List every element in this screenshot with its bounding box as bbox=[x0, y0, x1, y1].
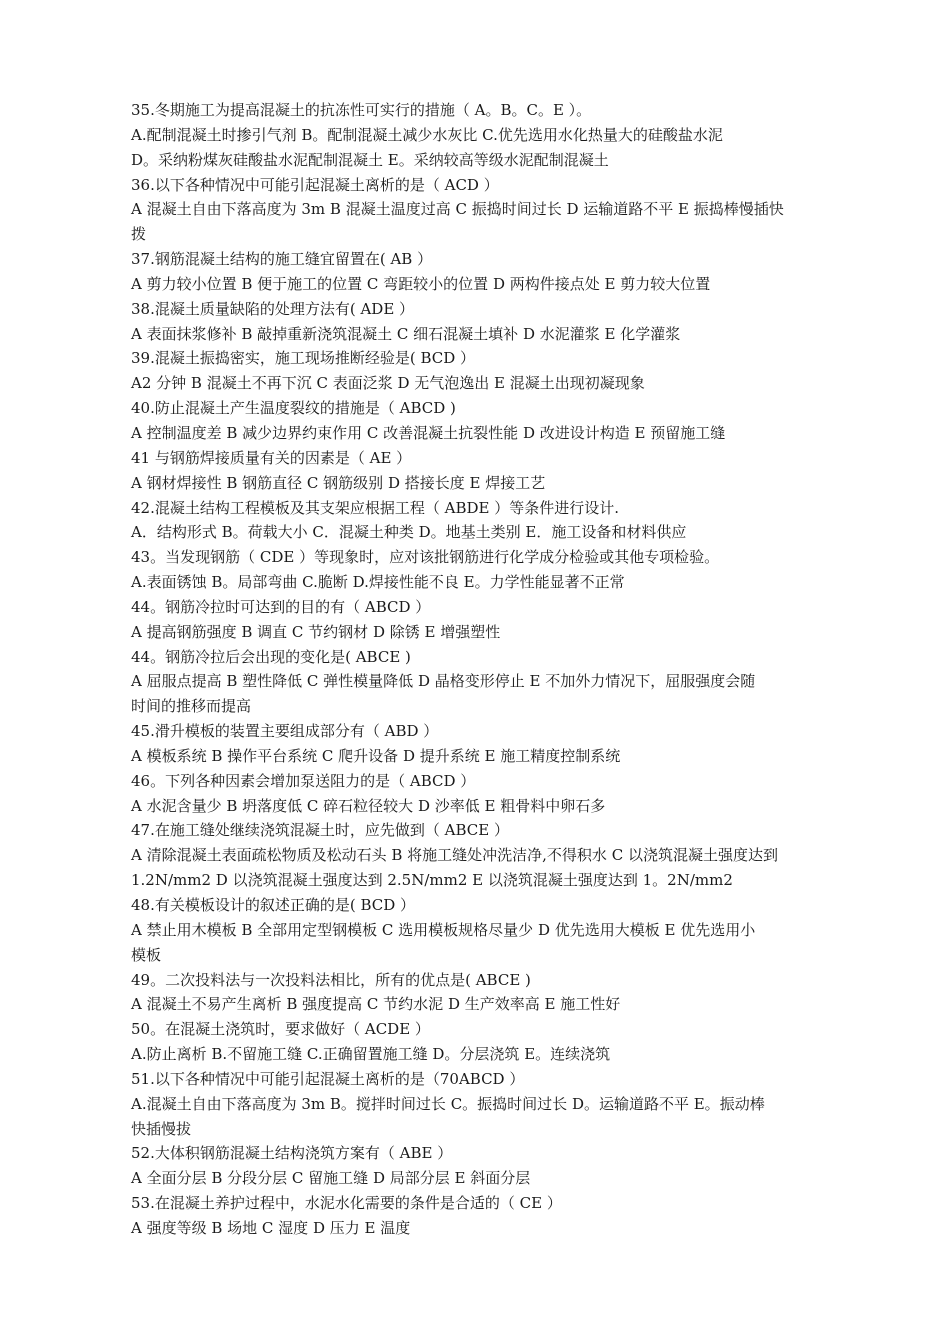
q49-options: A 混凝土不易产生离析 B 强度提高 C 节约水泥 D 生产效率高 E 施工性好 bbox=[131, 995, 621, 1014]
q43-question: 43。当发现钢筋（ CDE ）等现象时，应对该批钢筋进行化学成分检验或其他专项检验。 bbox=[131, 548, 720, 567]
q49-question: 49。二次投料法与一次投料法相比，所有的优点是( ABCE ) bbox=[131, 970, 531, 989]
q35-options-line1: A.配制混凝土时掺引气剂 B。配制混凝土减少水灰比 C.优先选用水化热量大的硅酸盐水泥 bbox=[131, 125, 723, 144]
q53-options: A 强度等级 B 场地 C 湿度 D 压力 E 温度 bbox=[131, 1218, 411, 1237]
q40-options: A 控制温度差 B 减少边界约束作用 C 改善混凝土抗裂性能 D 改进设计构造 E 预留施工缝 bbox=[131, 423, 726, 442]
q39-question: 39.混凝土振捣密实，施工现场推断经验是( BCD ） bbox=[131, 349, 476, 368]
q44a-options: A 提高钢筋强度 B 调直 C 节约钢材 D 除锈 E 增强塑性 bbox=[131, 622, 501, 641]
q38-options: A 表面抹浆修补 B 敲掉重新浇筑混凝土 C 细石混凝土填补 D 水泥灌浆 E 化学灌浆 bbox=[131, 324, 681, 343]
q50-question: 50。在混凝土浇筑时，要求做好（ ACDE ） bbox=[131, 1020, 430, 1039]
q48-options-line2: 模板 bbox=[131, 945, 162, 964]
q36-options-line2: 拨 bbox=[131, 225, 147, 244]
q42-options: A．结构形式 B。荷载大小 C．混凝土种类 D。地基土类别 E．施工设备和材料供应 bbox=[131, 523, 687, 542]
q51-options-line1: A.混凝土自由下落高度为 3m B。搅拌时间过长 C。振捣时间过长 D。运输道路不平 E。振动棒 bbox=[131, 1094, 765, 1113]
q45-options: A 模板系统 B 操作平台系统 C 爬升设备 D 提升系统 E 施工精度控制系统 bbox=[131, 746, 621, 765]
q45-question: 45.滑升模板的装置主要组成部分有（ ABD ） bbox=[131, 722, 439, 741]
q51-options-line2: 快插慢拔 bbox=[131, 1119, 192, 1138]
q44b-options-line1: A 屈服点提高 B 塑性降低 C 弹性模量降低 D 晶格变形停止 E 不加外力情况下，屈服强度会随 bbox=[131, 672, 756, 691]
q48-question: 48.有关模板设计的叙述正确的是( BCD ） bbox=[131, 896, 416, 914]
document-body bbox=[131, 98, 861, 1241]
q43-options: A.表面锈蚀 B。局部弯曲 C.脆断 D.焊接性能不良 E。力学性能显著不正常 bbox=[131, 573, 625, 592]
q52-options: A 全面分层 B 分段分层 C 留施工缝 D 局部分层 E 斜面分层 bbox=[131, 1169, 531, 1188]
q37-options: A 剪力较小位置 B 便于施工的位置 C 弯距较小的位置 D 两构件接点处 E 剪力较大位置 bbox=[131, 274, 711, 293]
q36-question: 36.以下各种情况中可能引起混凝土离析的是（ ACD ） bbox=[131, 175, 499, 194]
q46-question: 46。下列各种因素会增加泵送阻力的是（ ABCD ） bbox=[131, 771, 476, 790]
q44b-options-line2: 时间的推移而提高 bbox=[131, 697, 252, 716]
q42-question: 42.混凝土结构工程模板及其支架应根据工程（ ABDE ）等条件进行设计. bbox=[131, 498, 619, 517]
q44b-question: 44。钢筋冷拉后会出现的变化是( ABCE ) bbox=[131, 647, 411, 666]
q36-options-line1: A 混凝土自由下落高度为 3m B 混凝土温度过高 C 振捣时间过长 D 运输道路不平 E 振捣棒慢插快 bbox=[131, 200, 784, 219]
q41-options: A 钢材焊接性 B 钢筋直径 C 钢筋级别 D 搭接长度 E 焊接工艺 bbox=[131, 473, 546, 492]
q51-question: 51.以下各种情况中可能引起混凝土离析的是（70ABCD ） bbox=[131, 1069, 525, 1088]
q47-options-line1: A 清除混凝土表面疏松物质及松动石头 B 将施工缝处冲洗洁净,不得积水 C 以浇筑混凝土强度达到 bbox=[131, 846, 778, 865]
q41-question: 41 与钢筋焊接质量有关的因素是（ AE ） bbox=[131, 448, 412, 467]
q48-options-line1: A 禁止用木模板 B 全部用定型钢模板 C 选用模板规格尽量少 D 优先选用大模板 E 优先选用小 bbox=[131, 920, 756, 939]
q35-options-line2: D。采纳粉煤灰硅酸盐水泥配制混凝土 E。采纳较高等级水泥配制混凝土 bbox=[131, 150, 609, 169]
q44a-question: 44。钢筋冷拉时可达到的目的有（ ABCD ） bbox=[131, 597, 431, 616]
q39-options: A2 分钟 B 混凝土不再下沉 C 表面泛浆 D 无气泡逸出 E 混凝土出现初凝现象 bbox=[131, 374, 645, 393]
q38-question: 38.混凝土质量缺陷的处理方法有( ADE ） bbox=[131, 299, 415, 318]
q46-options: A 水泥含量少 B 坍落度低 C 碎石粒径较大 D 沙率低 E 粗骨料中卵石多 bbox=[131, 796, 606, 815]
q35-question: 35.冬期施工为提高混凝土的抗冻性可实行的措施（ A。B。C。E ）。 bbox=[131, 101, 592, 119]
q47-question: 47.在施工缝处继续浇筑混凝土时，应先做到（ ABCE ） bbox=[131, 821, 509, 840]
q37-question: 37.钢筋混凝土结构的施工缝宜留置在( AB ） bbox=[131, 250, 433, 269]
q40-question: 40.防止混凝土产生温度裂纹的措施是（ ABCD ) bbox=[131, 399, 456, 418]
q47-options-line2: 1.2N/mm2 D 以浇筑混凝土强度达到 2.5N/mm2 E 以浇筑混凝土强度达到 1。2N/mm2 bbox=[131, 871, 733, 890]
q50-options: A.防止离析 B.不留施工缝 C.正确留置施工缝 D。分层浇筑 E。连续浇筑 bbox=[131, 1045, 611, 1064]
q52-question: 52.大体积钢筋混凝土结构浇筑方案有（ ABE ） bbox=[131, 1144, 453, 1163]
q53-question: 53.在混凝土养护过程中，水泥水化需要的条件是合适的（ CE ） bbox=[131, 1194, 562, 1213]
